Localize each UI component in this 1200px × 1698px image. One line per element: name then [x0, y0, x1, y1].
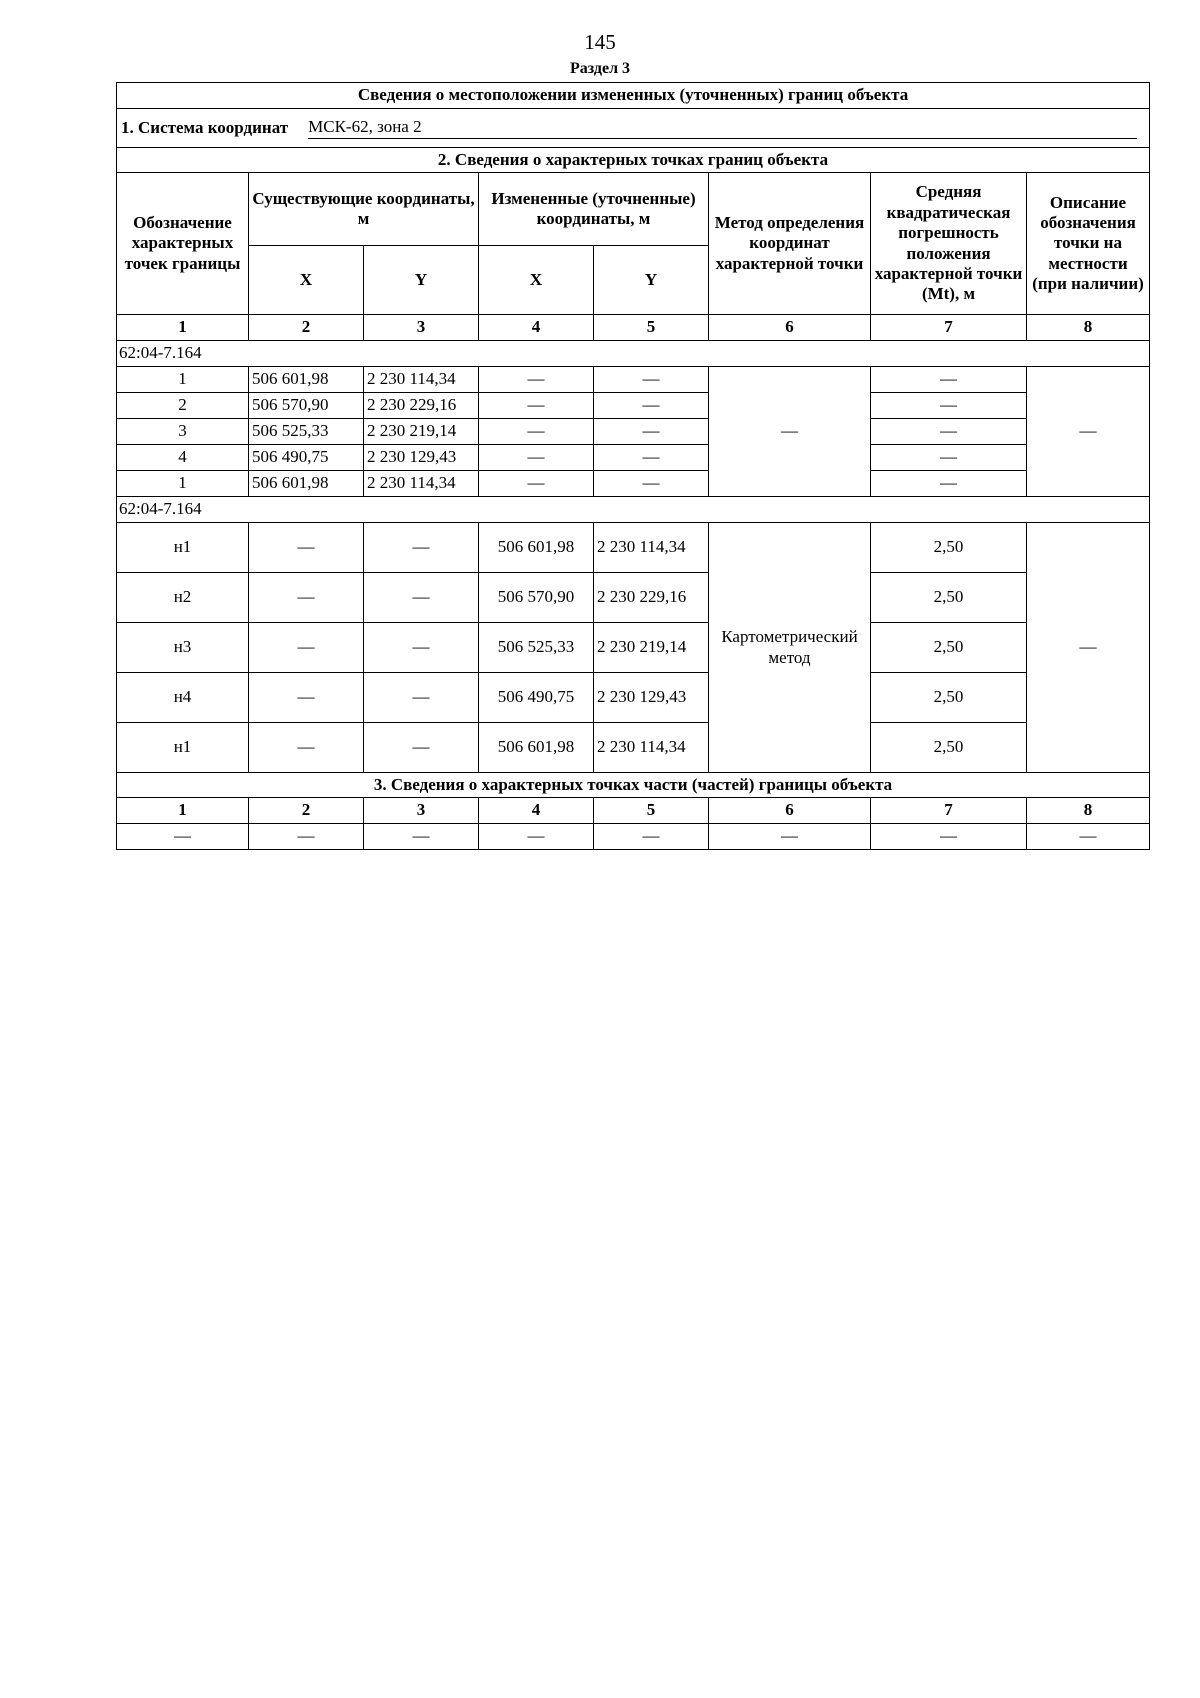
existing-x: 506 601,98 — [249, 471, 364, 497]
existing-x: — — [249, 623, 364, 673]
table-row — [117, 723, 1150, 773]
column-number: 4 — [479, 315, 594, 341]
column-number: 7 — [871, 315, 1027, 341]
changed-y: — — [594, 445, 709, 471]
table-row — [117, 445, 1150, 471]
existing-x: 506 490,75 — [249, 445, 364, 471]
point-designation: н1 — [117, 723, 249, 773]
error-value: 2,50 — [871, 623, 1027, 673]
column-number: 1 — [117, 315, 249, 341]
parts-cell: — — [871, 824, 1027, 850]
parcel-number: 62:04-7.164 — [117, 341, 1150, 367]
header-description: Описание обозначения точки на местности (при наличии) — [1027, 173, 1150, 315]
parts-cell: — — [709, 824, 871, 850]
point-designation: н4 — [117, 673, 249, 723]
boundary-table — [116, 82, 1150, 850]
existing-y: — — [364, 673, 479, 723]
existing-y: — — [364, 573, 479, 623]
column-numbers-row — [117, 798, 1150, 824]
column-number: 2 — [249, 798, 364, 824]
column-number: 8 — [1027, 315, 1150, 341]
existing-x: — — [249, 523, 364, 573]
changed-x: — — [479, 471, 594, 497]
column-number: 6 — [709, 315, 871, 341]
changed-y: 2 230 114,34 — [594, 723, 709, 773]
table-row — [117, 573, 1150, 623]
parts-cell: — — [1027, 824, 1150, 850]
changed-y: — — [594, 471, 709, 497]
table-row — [117, 471, 1150, 497]
table-row — [117, 393, 1150, 419]
table-row — [117, 623, 1150, 673]
header-existing-coordinates: Существующие координаты, м — [249, 173, 479, 246]
changed-y: — — [594, 367, 709, 393]
changed-x: 506 570,90 — [479, 573, 594, 623]
error-value: 2,50 — [871, 573, 1027, 623]
existing-y: 2 230 114,34 — [364, 471, 479, 497]
changed-x: 506 525,33 — [479, 623, 594, 673]
point-designation: 4 — [117, 445, 249, 471]
table-row — [117, 367, 1150, 393]
existing-y: 2 230 219,14 — [364, 419, 479, 445]
point-designation: 2 — [117, 393, 249, 419]
header-changed-x: X — [479, 246, 594, 315]
existing-x: 506 570,90 — [249, 393, 364, 419]
changed-x: 506 601,98 — [479, 523, 594, 573]
existing-y: 2 230 229,16 — [364, 393, 479, 419]
column-numbers-row — [117, 315, 1150, 341]
header-error: Средняя квадратическая погрешность положения характерной точки (Mt), м — [871, 173, 1027, 315]
changed-x: — — [479, 367, 594, 393]
method-cell: — — [709, 367, 871, 497]
coordinate-system-label: 1. Система координат — [121, 117, 289, 137]
header-designation: Обозначение характерных точек границы — [117, 173, 249, 315]
column-number: 2 — [249, 315, 364, 341]
table-row — [117, 523, 1150, 573]
method-cell: Картометрический метод — [709, 523, 871, 773]
point-designation: н3 — [117, 623, 249, 673]
changed-y: 2 230 114,34 — [594, 523, 709, 573]
description-cell: — — [1027, 367, 1150, 497]
coordinate-system-value: МСК-62, зона 2 — [308, 117, 1137, 139]
table-row — [117, 673, 1150, 723]
error-value: 2,50 — [871, 673, 1027, 723]
column-number: 6 — [709, 798, 871, 824]
points-section-title: 2. Сведения о характерных точках границ объекта — [117, 148, 1150, 173]
parts-cell: — — [364, 824, 479, 850]
column-number: 8 — [1027, 798, 1150, 824]
table-row — [117, 824, 1150, 850]
point-designation: 1 — [117, 367, 249, 393]
column-number: 5 — [594, 798, 709, 824]
error-value: — — [871, 393, 1027, 419]
column-number: 7 — [871, 798, 1027, 824]
table-title: Сведения о местоположении измененных (уточненных) границ объекта — [117, 83, 1150, 109]
existing-x: 506 601,98 — [249, 367, 364, 393]
changed-x: — — [479, 419, 594, 445]
changed-x: 506 601,98 — [479, 723, 594, 773]
header-changed-y: Y — [594, 246, 709, 315]
header-existing-y: Y — [364, 246, 479, 315]
table-row — [117, 419, 1150, 445]
existing-y: 2 230 114,34 — [364, 367, 479, 393]
column-number: 5 — [594, 315, 709, 341]
parts-cell: — — [479, 824, 594, 850]
section-title: Раздел 3 — [569, 60, 631, 77]
parts-section-title: 3. Сведения о характерных точках части (частей) границы объекта — [117, 773, 1150, 798]
changed-y: — — [594, 393, 709, 419]
changed-y: 2 230 129,43 — [594, 673, 709, 723]
error-value: — — [871, 367, 1027, 393]
header-changed-coordinates: Измененные (уточненные) координаты, м — [479, 173, 709, 246]
changed-x: — — [479, 445, 594, 471]
changed-x: — — [479, 393, 594, 419]
existing-y: 2 230 129,43 — [364, 445, 479, 471]
column-number: 1 — [117, 798, 249, 824]
error-value: 2,50 — [871, 723, 1027, 773]
page-number: 145 — [584, 30, 616, 54]
error-value: — — [871, 419, 1027, 445]
error-value: 2,50 — [871, 523, 1027, 573]
column-number: 4 — [479, 798, 594, 824]
changed-x: 506 490,75 — [479, 673, 594, 723]
error-value: — — [871, 445, 1027, 471]
header-method: Метод определения координат характерной точки — [709, 173, 871, 315]
existing-x: 506 525,33 — [249, 419, 364, 445]
existing-y: — — [364, 623, 479, 673]
header-existing-x: X — [249, 246, 364, 315]
existing-x: — — [249, 723, 364, 773]
existing-x: — — [249, 673, 364, 723]
changed-y: — — [594, 419, 709, 445]
parcel-number: 62:04-7.164 — [117, 497, 1150, 523]
column-number: 3 — [364, 798, 479, 824]
column-number: 3 — [364, 315, 479, 341]
parts-cell: — — [249, 824, 364, 850]
changed-y: 2 230 229,16 — [594, 573, 709, 623]
existing-x: — — [249, 573, 364, 623]
point-designation: н1 — [117, 523, 249, 573]
existing-y: — — [364, 723, 479, 773]
point-designation: н2 — [117, 573, 249, 623]
parts-cell: — — [594, 824, 709, 850]
point-designation: 3 — [117, 419, 249, 445]
parts-cell: — — [117, 824, 249, 850]
existing-y: — — [364, 523, 479, 573]
error-value: — — [871, 471, 1027, 497]
point-designation: 1 — [117, 471, 249, 497]
coordinate-system-row — [117, 109, 1150, 148]
changed-y: 2 230 219,14 — [594, 623, 709, 673]
description-cell: — — [1027, 523, 1150, 773]
